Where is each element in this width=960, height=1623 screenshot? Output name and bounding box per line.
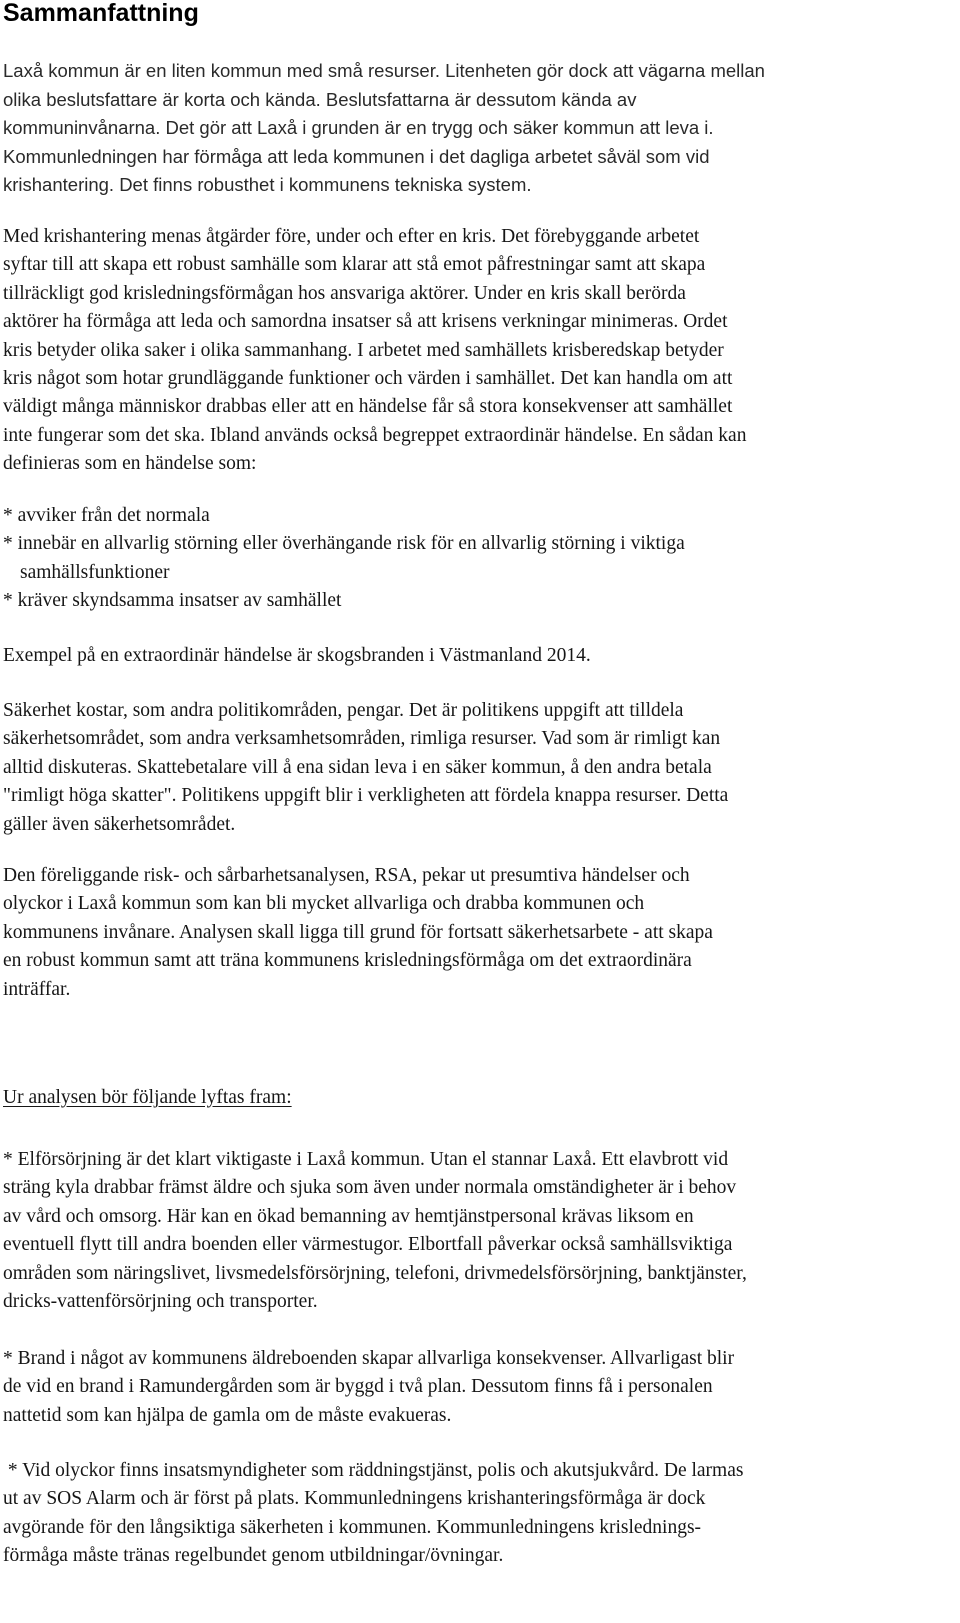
highlights-heading <box>3 1084 955 1112</box>
text-line: Laxå kommun är en liten kommun med små resurser. Litenheten gör dock att vägarna mellan <box>3 60 765 81</box>
text-line: ut av SOS Alarm och är först på plats. Kommunledningens krishanteringsförmåga är dock <box>3 1488 706 1510</box>
text-line: olika beslutsfattare är korta och kända. Beslutsfattarna är dessutom kända av <box>3 88 637 110</box>
intro-paragraph <box>3 57 955 200</box>
text-line: Med krishantering menas åtgärder före, under och efter en kris. Det förebyggande arbetet <box>3 226 700 247</box>
list-item: * avviker från det normala <box>3 505 210 526</box>
text-line: tillräckligt god krisledningsförmågan hos ansvariga aktörer. Under en kris skall berörda <box>3 282 686 304</box>
criteria-list <box>3 502 955 616</box>
text-line: säkerhetsområdet, som andra verksamhetsområden, rimliga resurser. Vad som är rimligt kan <box>3 728 721 750</box>
text-line: inte fungerar som det ska. Ibland används också begreppet extraordinär händelse. En sådan kan <box>3 424 747 446</box>
text-line: gäller även säkerhetsområdet. <box>3 813 236 835</box>
list-item-continuation: samhällsfunktioner <box>20 561 170 583</box>
text-line: områden som näringslivet, livsmedelsförsörjning, telefoni, drivmedelsförsörjning, banktjänster, <box>3 1262 747 1284</box>
text-line: kris betyder olika saker i olika sammanhang. I arbetet med samhällets krisberedskap betyder <box>3 339 724 361</box>
text-line: de vid en brand i Ramundergården som är byggd i två plan. Dessutom finns få i personalen <box>3 1376 713 1398</box>
text-line: dricks-vattenförsörjning och transporter. <box>3 1291 318 1313</box>
text-line: * Vid olyckor finns insatsmyndigheter som räddningstjänst, polis och akutsjukvård. De larmas <box>3 1460 744 1481</box>
text-line: avgörande för den långsiktiga säkerheten i kommunen. Kommunledningens krislednings- <box>3 1516 702 1538</box>
text-line: * Elförsörjning är det klart viktigaste i Laxå kommun. Utan el stannar Laxå. Ett elavbrott vid <box>3 1149 729 1170</box>
text-line: alltid diskuteras. Skattebetalare vill å ena sidan leva i en säker kommun, å den andra betala <box>3 756 712 778</box>
text-line: definieras som en händelse som: <box>3 453 257 475</box>
text-line: väldigt många människor drabbas eller att en händelse får så stora konsekvenser att samhället <box>3 396 733 418</box>
list-item: * innebär en allvarlig störning eller överhängande risk för en allvarlig störning i viktiga <box>3 533 685 555</box>
text-line: sträng kyla drabbar främst äldre och sjuka som även under normala omständigheter är i behov <box>3 1177 737 1199</box>
text-line: inträffar. <box>3 978 71 1000</box>
text-line: Den föreliggande risk- och sårbarhetsanalysen, RSA, pekar ut presumtiva händelser och <box>3 865 690 886</box>
text-line: Säkerhet kostar, som andra politikområden, pengar. Det är politikens uppgift att tilldela <box>3 700 684 721</box>
text-line: förmåga måste tränas regelbundet genom utbildningar/övningar. <box>3 1545 504 1567</box>
text-line: en robust kommun samt att träna kommunens krisledningsförmåga om det extraordinära <box>3 950 692 972</box>
text-line: kris något som hotar grundläggande funktioner och värden i samhället. Det kan handla om att <box>3 368 733 390</box>
text-line: av vård och omsorg. Här kan en ökad bemanning av hemtjänstpersonal krävas liksom en <box>3 1205 694 1227</box>
example-paragraph <box>3 642 955 670</box>
page-title: Sammanfattning <box>3 0 199 27</box>
text-line: olyckor i Laxå kommun som kan bli mycket allvarliga och drabba kommunen och <box>3 893 645 915</box>
crisis-definition-paragraph <box>3 223 955 479</box>
text-line: * Brand i något av kommunens äldreboenden skapar allvarliga konsekvenser. Allvarligast blir <box>3 1348 735 1369</box>
text-line: kommunens invånare. Analysen skall ligga till grund för fortsatt säkerhetsarbete - att skapa <box>3 921 713 943</box>
text-line: aktörer ha förmåga att leda och samordna insatser så att krisens verkningar minimeras. Ordet <box>3 311 728 333</box>
accident-bullet <box>3 1457 955 1571</box>
text-line: nattetid som kan hjälpa de gamla om de måste evakueras. <box>3 1404 452 1426</box>
text-line: eventuell flytt till andra boenden eller värmestugor. Elbortfall påverkar också samhällsviktiga <box>3 1234 733 1256</box>
section-subheading: Ur analysen bör följande lyftas fram: <box>3 1087 292 1108</box>
text-line: "rimligt höga skatter". Politikens uppgift blir i verkligheten att fördela knappa resurser. Detta <box>3 785 729 807</box>
fire-bullet <box>3 1345 955 1430</box>
security-cost-paragraph <box>3 697 955 839</box>
rsa-paragraph <box>3 862 955 1004</box>
text-line: syftar till att skapa ett robust samhälle som klarar att stå emot påfrestningar samt att skapa <box>3 254 706 276</box>
text-line: Exempel på en extraordinär händelse är skogsbranden i Västmanland 2014. <box>3 645 591 666</box>
electricity-bullet <box>3 1146 955 1316</box>
text-line: Kommunledningen har förmåga att leda kommunen i det dagliga arbetet såväl som vid <box>3 145 710 167</box>
list-item: * kräver skyndsamma insatser av samhället <box>3 590 342 612</box>
text-line: krishantering. Det finns robusthet i kommunens tekniska system. <box>3 174 532 195</box>
text-line: kommuninvånarna. Det gör att Laxå i grunden är en trygg och säker kommun att leva i. <box>3 117 714 138</box>
